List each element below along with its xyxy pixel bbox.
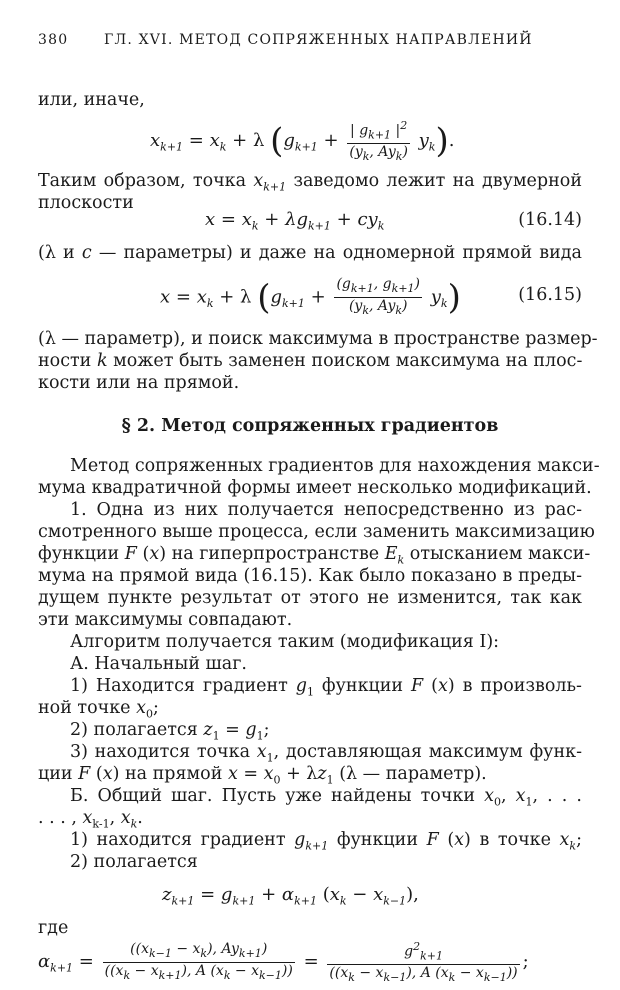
text-line: мума на прямой вида (16.15). Как было показано в преды-	[38, 566, 582, 586]
text-line: . . . , $x_{k-1}$, $x_k$.	[38, 808, 143, 831]
text-line: 2) полагается	[70, 852, 198, 872]
equation-plane: $x = x_k + \lambda g_{k+1} + cy_k$	[205, 209, 385, 233]
equation-number: (16.14)	[518, 210, 582, 230]
text-line: или, иначе,	[38, 90, 145, 110]
text-line: 3) находится точка $x_1$, доставляющая максимум функ-	[70, 742, 582, 765]
text-line: Метод сопряженных градиентов для нахождения макси-	[70, 456, 600, 476]
text-line: 1) находится градиент $g_{k+1}$ функции F (x) в точке $x_k$;	[70, 830, 582, 853]
equation-line: $x = x_k + \lambda$ ($g_{k+1}$ + $\frac{(g_{k+1}, g_{k+1})}{(y_k, Ay_k)}$ $y_k$)	[160, 276, 461, 318]
section-heading: § 2. Метод сопряженных градиентов	[121, 416, 499, 436]
equation-alpha: $\alpha_{k+1}$ = $\frac{((x_{k-1} - x_k), Ay_{k+1})}{((x_k - x_{k+1}), A (x_k - x_{k-1}))}$ = $\frac{g^2_{k+1}}{((x_k - x_{k-1}), A (x_k - x_{k-1}))}$ ;	[38, 940, 529, 985]
text-line: мума квадратичной формы имеет несколько модификаций.	[38, 478, 592, 498]
text-line: Алгоритм получается таким (модификация I):	[70, 632, 500, 652]
text-line: 1. Одна из них получается непосредственно из рас-	[70, 500, 582, 520]
text-line: Таким образом, точка $x_{k+1}$ заведомо лежит на двумерной	[38, 171, 582, 194]
text-line: (λ — параметр), и поиск максимума в пространстве размер-	[38, 329, 598, 349]
text-line: ной точке $x_0$;	[38, 698, 159, 721]
text-line: плоскости	[38, 193, 134, 213]
text-line: 2) полагается $z_1 = g_1$;	[70, 720, 270, 743]
text-line: смотренного выше процесса, если заменить максимизацию	[38, 522, 595, 542]
text-line: кости или на прямой.	[38, 373, 240, 393]
chapter-title: ГЛ. XVI. МЕТОД СОПРЯЖЕННЫХ НАПРАВЛЕНИЙ	[103, 32, 533, 48]
text-line: где	[38, 918, 69, 938]
page-number: 380	[38, 32, 69, 48]
text-line: функции F (x) на гиперпространстве $E_k$ отысканием макси-	[38, 544, 591, 567]
text-line: Б. Общий шаг. Пусть уже найдены точки $x_0$, $x_1$, . . .	[70, 786, 582, 809]
text-line: дущем пункте результат от этого не изменится, так как	[38, 588, 582, 608]
equation-number: (16.15)	[518, 285, 582, 305]
equation-direction: $z_{k+1} = g_{k+1} + \alpha_{k+1}$ $(x_k - x_{k-1})$,	[162, 884, 419, 908]
text-line: А. Начальный шаг.	[70, 654, 247, 674]
running-header	[38, 32, 582, 48]
text-line: эти максимумы совпадают.	[38, 610, 293, 630]
text-line: 1) Находится градиент $g_1$ функции F (x) в произволь-	[70, 676, 582, 699]
text-line: ции F (x) на прямой $x = x_0 + \lambda z_1$ (λ — параметр).	[38, 764, 487, 787]
text-line: (λ и c — параметры) и даже на одномерной прямой вида	[38, 243, 582, 263]
text-line: ности k может быть заменен поиском максимума на плос-	[38, 351, 583, 371]
equation-update: $x_{k+1} = x_k + \lambda$ ($g_{k+1}$ + $\frac{| g_{k+1} |^2}{(y_k, Ay_k)}$ $y_k$).	[150, 119, 455, 164]
